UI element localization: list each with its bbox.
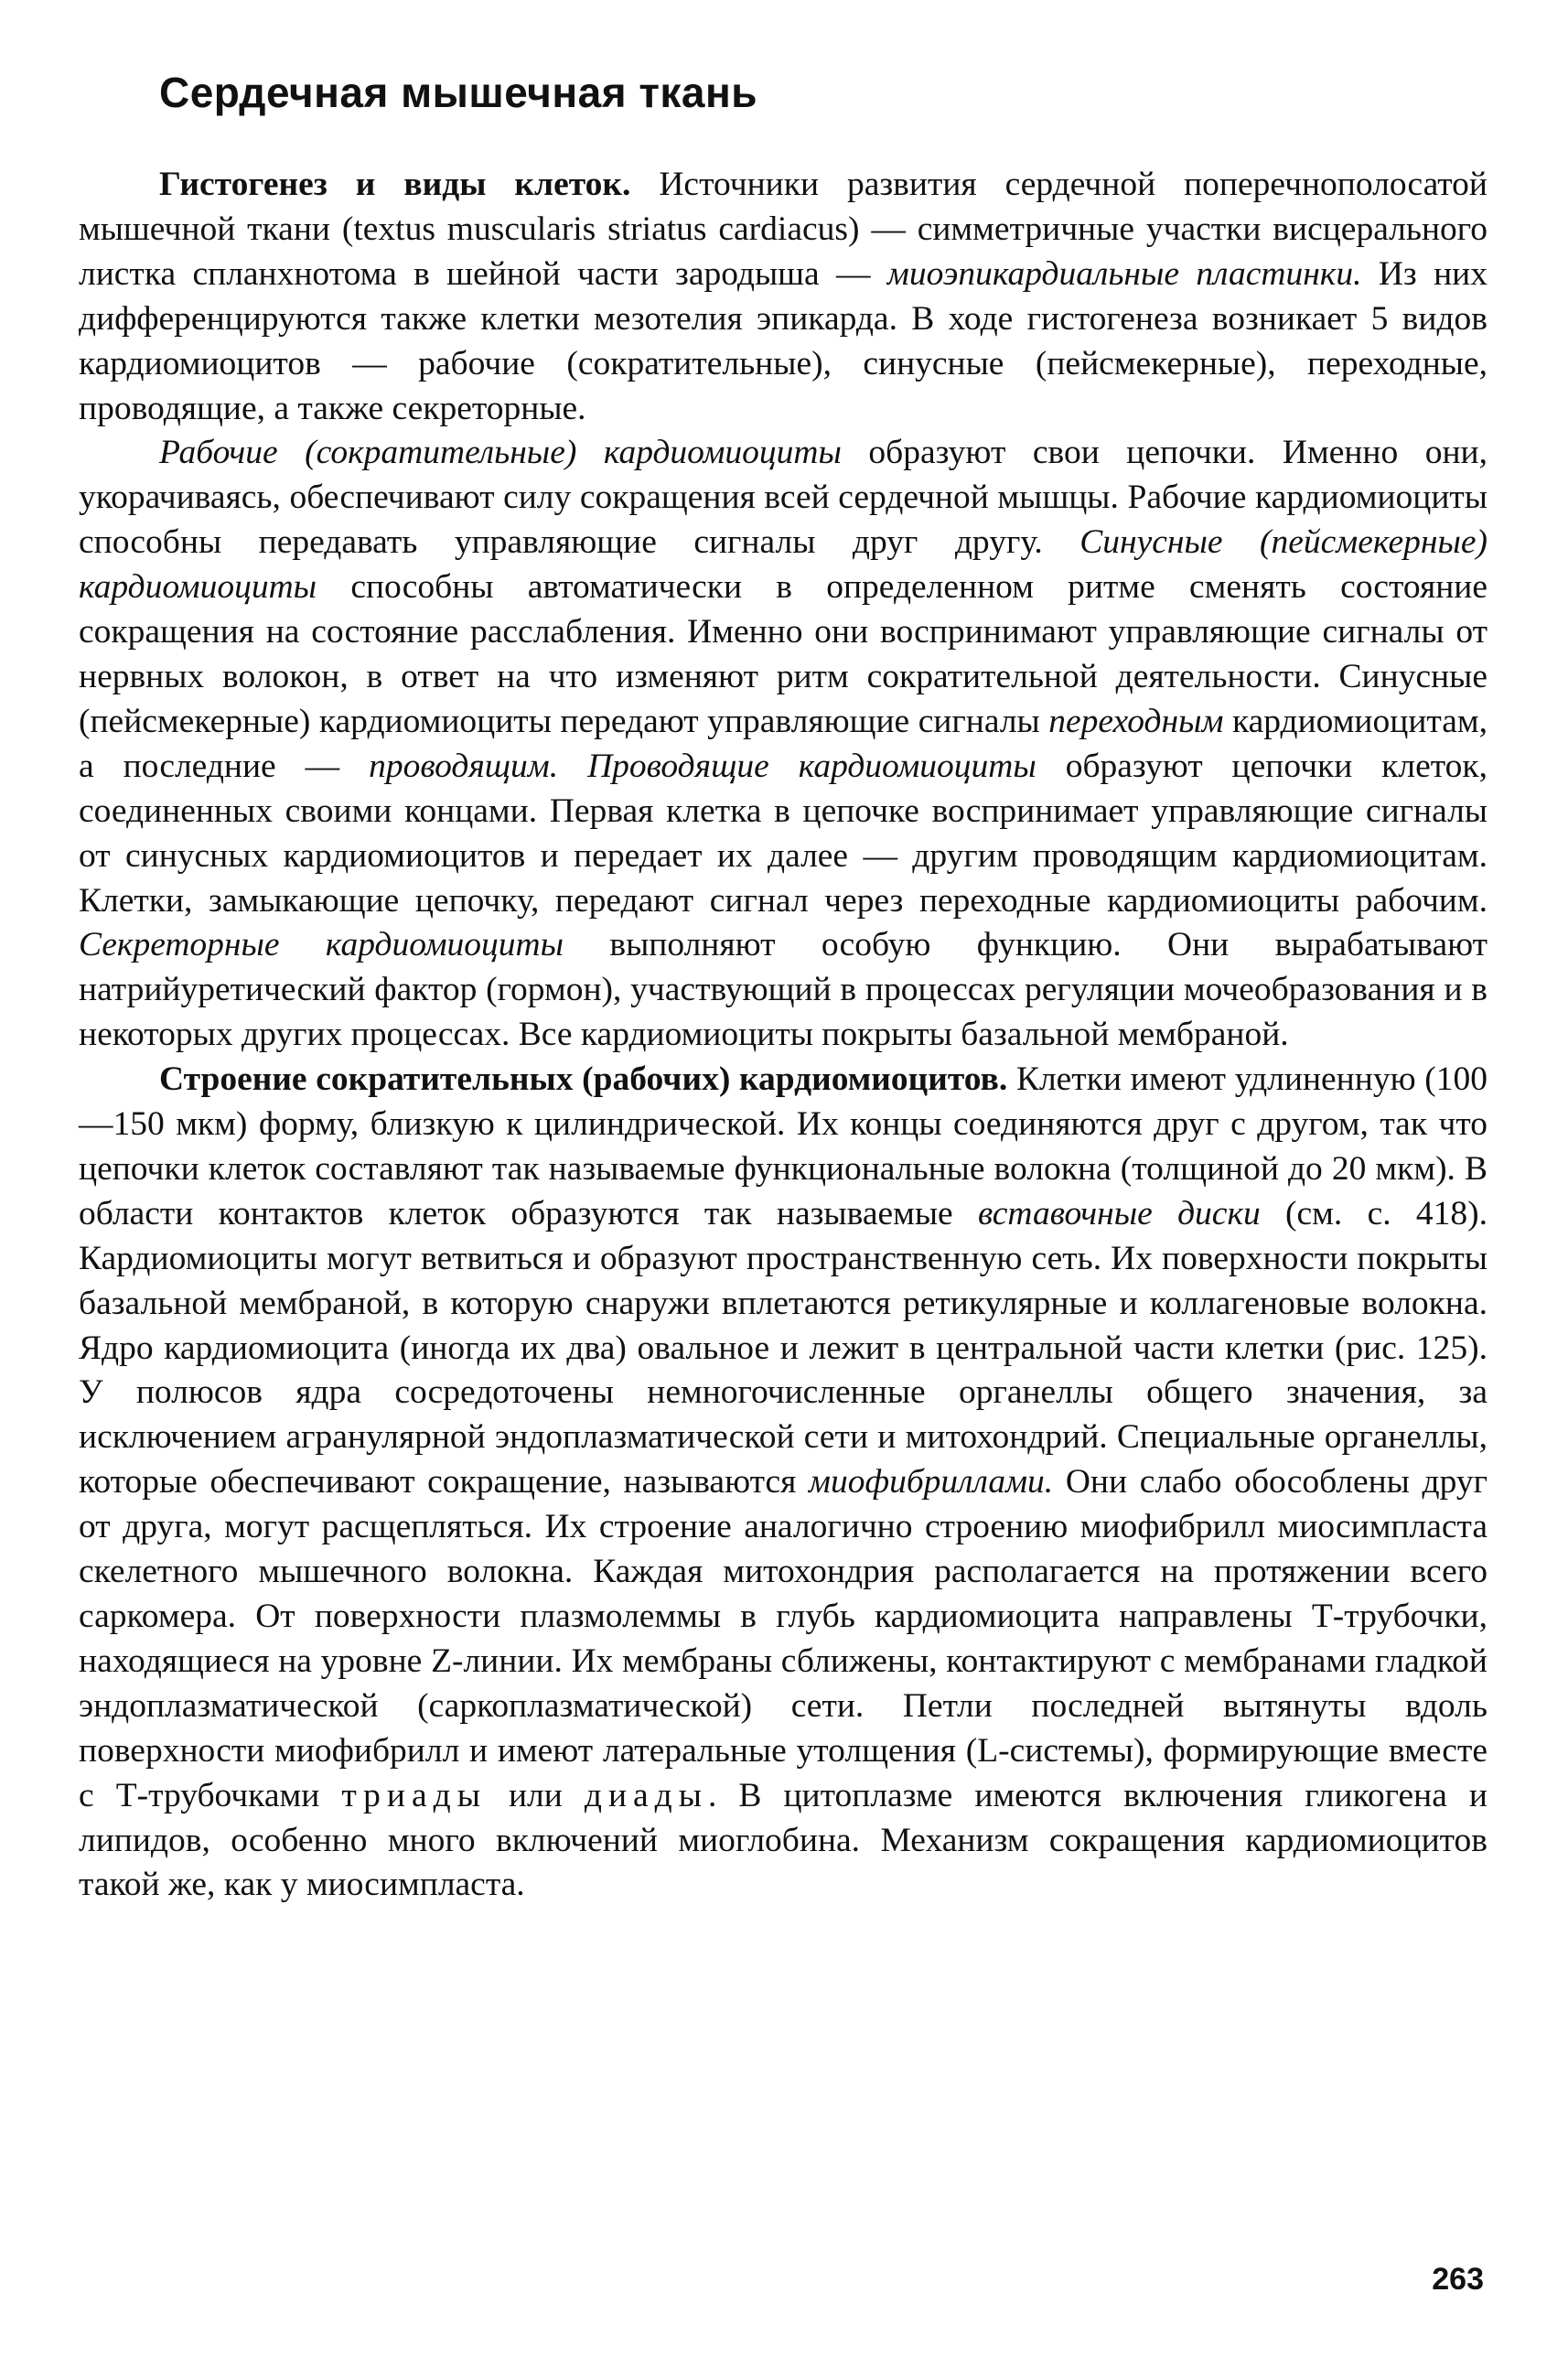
paragraph-text: (см. с. 418). Кардиомиоциты могут ветвиться и образуют пространственную сеть. Их поверхности покрыты базальной мембраной, в которую снаружи вплетаются ретикулярные и коллагеновые волокна. Ядро кардиомиоцита (иногда их два) овальное и лежит в центральной части клетки (рис. 125). У полюсов ядра сосредоточены немногочисленные органеллы общего значения, за исключением агранулярной эндоплазматической сети и митохондрий. Специальные органеллы, которые обеспечивают сокращение, называются xyxy=(79,1194,1487,1501)
paragraph-text: или xyxy=(486,1776,585,1814)
emphasized-term: Секреторные кардиомиоциты xyxy=(79,926,564,964)
paragraph-text: образуют свои цепочки. Именно они, укорачиваясь, обеспечивают силу сокращения всей сердечной мышцы. Рабочие кардиомиоциты способны передавать управляющие сигналы друг другу. xyxy=(79,434,1487,562)
emphasized-term: Синусные (пейсмекерные) кардиомиоциты xyxy=(79,523,1487,607)
paragraph-text: образуют цепочки клеток, соединенных своими концами. Первая клетка в цепочке воспринимает управляющие сигналы от синусных кардиомиоцитов и передает их далее — другим проводящим кардиомиоцитам. Клетки, замыкающие цепочку, передают сигнал через переходные кардиомиоциты рабочим. xyxy=(79,747,1488,920)
paragraph-text: выполняют особую функцию. Они вырабатывают натрийуретический фактор (гормон), участвующий в процессах регуляции мочеобразования и в некоторых других процессах. Все кардиомиоциты покрыты базальной мембраной. xyxy=(79,926,1488,1054)
emphasized-term: вставочные диски xyxy=(977,1194,1261,1232)
paragraph-text xyxy=(558,748,587,785)
emphasized-term: переходным xyxy=(1048,702,1224,740)
chapter-title: Сердечная мышечная ткань xyxy=(159,69,758,116)
emphasized-term: Рабочие (сократительные) кардиомиоциты xyxy=(159,434,842,472)
paragraph-text: Источники развития сердечной поперечнополосатой мышечной ткани (textus muscularis striatus cardiacus) — симметричные участки висцерального листка спланхнотома в шейной части зародыша — xyxy=(79,166,1487,293)
paragraph-structure xyxy=(79,1058,1487,1908)
paragraph-lead: Гистогенез и виды клеток. xyxy=(159,166,631,203)
paragraph-text: Клетки имеют удлиненную (100—150 мкм) форму, близкую к цилиндрической. Их концы соединяются друг с другом, так что цепочки клеток составляют так называемые функциональные волокна (толщиной до 20 мкм). В области контактов клеток образуются так называемые xyxy=(79,1060,1488,1232)
spaced-term: диады xyxy=(584,1776,708,1814)
paragraph-cell-types xyxy=(79,431,1487,1058)
emphasized-term: Проводящие кардиомиоциты xyxy=(587,747,1036,785)
book-page xyxy=(79,55,1487,2315)
paragraph-text: Из них дифференцируются также клетки мезотелия эпикарда. В ходе гистогенеза возникает 5 видов кардиомиоцитов — рабочие (сократительные), синусные (пейсмекерные), переходные, проводящие, а также секреторные. xyxy=(79,254,1487,427)
paragraph-text: Они слабо обособлены друг от друга, могут расщепляться. Их строение аналогично строению миофибрилл миосимпласта скелетного мышечного волокна. Каждая митохондрия располагается на протяжении всего саркомера. От поверхности плазмолеммы в глубь кардиомиоцита направлены Т-трубочки, находящиеся на уровне Z-линии. Их мембраны сближены, контактируют с мембранами гладкой эндоплазматической (саркоплазматической) сети. Петли последней вытянуты вдоль поверхности миофибрилл и имеют латеральные утолщения (L-системы), формирующие вместе с Т-трубочками xyxy=(79,1463,1487,1814)
page-number: 263 xyxy=(1432,2262,1484,2297)
spaced-term: триады xyxy=(341,1776,487,1814)
paragraph-histogenesis xyxy=(79,163,1487,431)
emphasized-term: миофибриллами. xyxy=(809,1463,1054,1501)
paragraph-lead: Строение сократительных (рабочих) кардиомиоцитов. xyxy=(159,1060,1008,1099)
paragraph-text: . В цитоплазме имеются включения гликогена и липидов, особенно много включений миоглобина. Механизм сокращения кардиомиоцитов такой же, как у миосимпласта. xyxy=(79,1776,1487,1904)
emphasized-term: миоэпикардиальные пластинки. xyxy=(886,254,1362,293)
paragraph-text: способны автоматически в определенном ритме сменять состояние сокращения на состояние расслабления. Именно они воспринимают управляющие сигналы от нервных волокон, в ответ на что изменяют ритм сократительной деятельности. Синусные (пейсмекерные) кардиомиоциты передают управляющие сигналы xyxy=(79,568,1487,740)
paragraph-text: кардиомиоцитам, а последние — xyxy=(79,702,1487,785)
body-text xyxy=(79,163,1487,1908)
emphasized-term: проводящим. xyxy=(369,747,559,785)
